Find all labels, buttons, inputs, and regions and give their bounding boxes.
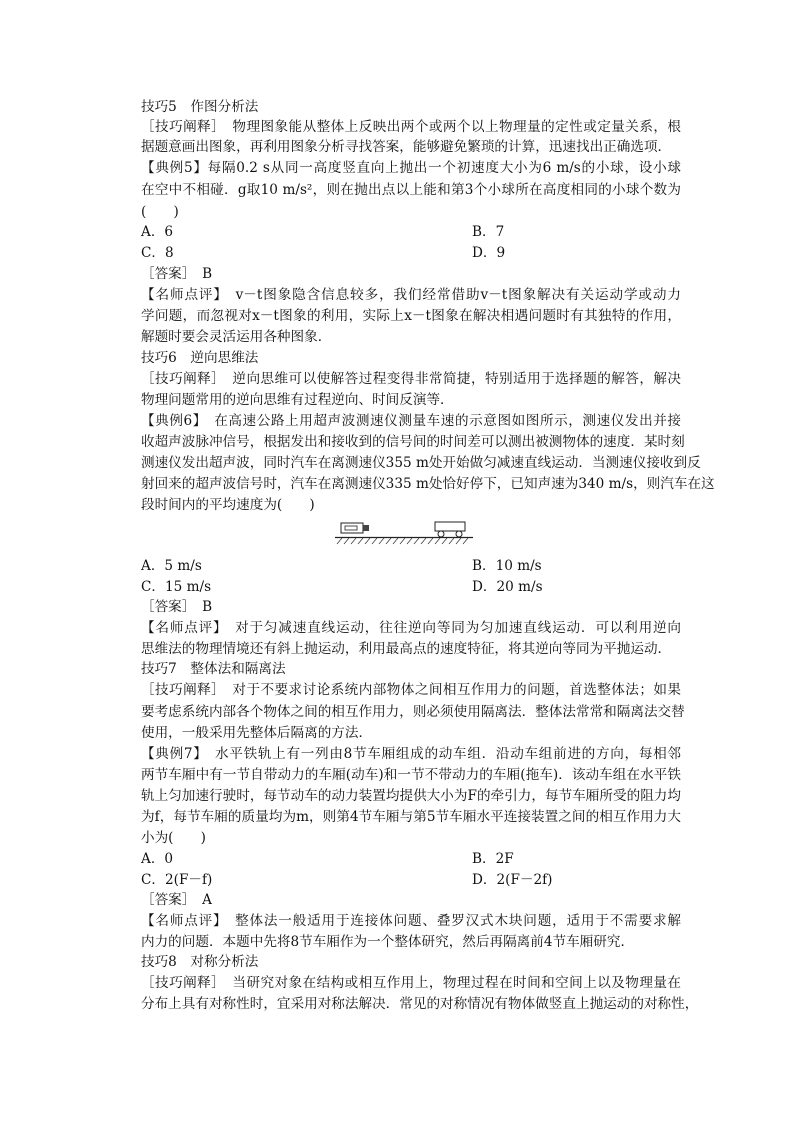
comment-line: 解题时要会灵活运用各种图象． xyxy=(141,329,332,345)
example-line: 轨上匀加速行驶时，每节动车的动力装置均提供大小为F的牵引力，每节车厢所受的阻力均 xyxy=(141,788,681,804)
answer: ［答案］ B xyxy=(141,266,213,282)
example-line: 小为( ) xyxy=(141,830,206,846)
answer: ［答案］ A xyxy=(141,892,212,908)
example-line: 在空中不相碰．g取10 m/s²，则在抛出点以上能和第3个小球所在高度相同的小球个数为 xyxy=(141,182,681,198)
option-d: D．9 xyxy=(472,245,506,261)
example-line: 【典例6】 在高速公路上用超声波测速仪测量车速的示意图如图所示，测速仪发出并接 xyxy=(141,413,681,429)
option-a: A．0 xyxy=(141,851,174,867)
example-blank: ( ) xyxy=(141,204,179,220)
option-c: C．8 xyxy=(141,245,174,261)
tip-explanation-line: 使用，一般采用先整体后隔离的方法． xyxy=(141,725,373,741)
section-heading-6: 技巧6 逆向思维法 xyxy=(141,350,259,366)
tip-explanation-line: 物理问题常用的逆向思维有过程逆向、时间反演等． xyxy=(141,392,454,408)
speed-meter-car-figure xyxy=(335,518,473,548)
comment-line: 内力的问题．本题中先将8节车厢作为一个整体研究，然后再隔离前4节车厢研究． xyxy=(141,934,635,950)
option-b: B．2F xyxy=(472,851,514,867)
answer: ［答案］ B xyxy=(141,599,213,615)
comment-line: 学问题，而忽视对x－t图象的利用，实际上x－t图象在解决相遇问题时有其独特的作用， xyxy=(141,308,681,324)
option-b: B．7 xyxy=(472,224,505,240)
tip-explanation-line: ［技巧阐释］ 对于不要求讨论系统内部物体之间相互作用力的问题，首选整体法；如果 xyxy=(141,682,681,698)
example-line: 测速仪发出超声波，同时汽车在离测速仪355 m处开始做匀减速直线运动．当测速仪接收到反 xyxy=(141,455,701,471)
option-c: C．2(F－f) xyxy=(141,872,213,888)
tip-explanation-line: ［技巧阐释］ 逆向思维可以使解答过程变得非常简捷，特别适用于选择题的解答，解决 xyxy=(141,371,681,387)
example-line: 【典例7】 水平铁轨上有一列由8节车厢组成的动车组．沿动车组前进的方向，每相邻 xyxy=(141,746,681,762)
example-line: 【典例5】每隔0.2 s从同一高度竖直向上抛出一个初速度大小为6 m/s的小球，设小球 xyxy=(141,160,681,176)
section-heading-5: 技巧5 作图分析法 xyxy=(141,99,259,115)
tip-explanation-line: ［技巧阐释］ 当研究对象在结构或相互作用上，物理过程在时间和空间上以及物理量在 xyxy=(141,975,681,991)
comment-line: 【名师点评】 整体法一般适用于连接体问题、叠罗汉式木块问题，适用于不需要求解 xyxy=(141,913,681,929)
speed-meter-body xyxy=(341,523,363,533)
speed-meter-sensor xyxy=(363,525,369,531)
tip-explanation-line: ［技巧阐释］ 物理图象能从整体上反映出两个或两个以上物理量的定性或定量关系，根 xyxy=(141,119,681,135)
option-a: A．5 m/s xyxy=(141,558,202,574)
option-d: D．2(F－2f) xyxy=(472,872,553,888)
option-b: B．10 m/s xyxy=(472,558,542,574)
section-heading-8: 技巧8 对称分析法 xyxy=(141,954,259,970)
comment-line: 思维法的物理情境还有斜上抛运动，利用最高点的速度特征，将其逆向等同为平抛运动． xyxy=(141,641,672,657)
comment-line: 【名师点评】 v－t图象隐含信息较多，我们经常借助v－t图象解决有关运动学或动力 xyxy=(141,287,681,303)
example-line: 两节车厢中有一节自带动力的车厢(动车)和一节不带动力的车厢(拖车)．该动车组在水平铁 xyxy=(141,767,681,783)
tip-explanation-line: 据题意画出图象，再利用图象分析寻找答案，能够避免繁琐的计算，迅速找出正确选项． xyxy=(141,139,672,155)
car-body xyxy=(435,522,465,531)
speed-meter-window xyxy=(345,526,357,530)
example-line: 为f，每节车厢的质量均为m，则第4节车厢与第5节车厢水平连接装置之间的相互作用力大 xyxy=(141,809,681,825)
car-wheel-rear xyxy=(438,531,444,537)
comment-line: 【名师点评】 对于匀减速直线运动，往往逆向等同为匀加速直线运动．可以利用逆向 xyxy=(141,620,681,636)
tip-explanation-line: 要考虑系统内部各个物体之间的相互作用力，则必须使用隔离法．整体法常常和隔离法交替 xyxy=(141,704,685,720)
option-c: C．15 m/s xyxy=(141,579,212,595)
tip-explanation-line: 分布上具有对称性时，宜采用对称法解决．常见的对称情况有物体做竖直上抛运动的对称性， xyxy=(141,996,699,1012)
option-a: A．6 xyxy=(141,224,174,240)
section-heading-7: 技巧7 整体法和隔离法 xyxy=(141,661,286,677)
option-d: D．20 m/s xyxy=(472,579,543,595)
car-wheel-front xyxy=(456,531,462,537)
ground-hatching xyxy=(337,538,468,544)
example-line: 收超声波脉冲信号，根据发出和接收到的信号间的时间差可以测出被测物体的速度．某时刻 xyxy=(141,434,685,450)
example-line: 段时间内的平均速度为( ) xyxy=(141,497,315,513)
example-line: 射回来的超声波信号时，汽车在离测速仪335 m处恰好停下，已知声速为340 m/s，则汽车在这 xyxy=(141,476,715,492)
